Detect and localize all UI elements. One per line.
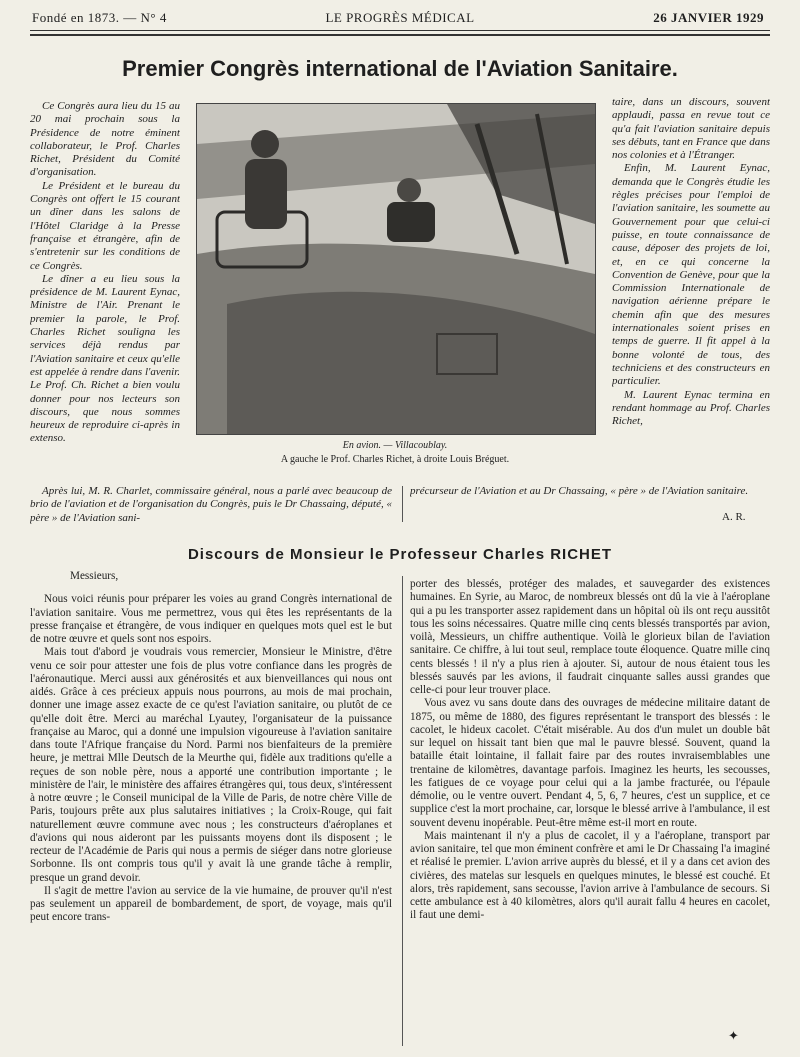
speech-paragraph: porter des blessés, protéger des malades, et sauvegarder des existences humaines. En Syrie, au Maroc, de nombreux blessés ont dû la vie à l'aéroplane qui a pu les transporter assez rapidement dans un hôpital où ils ont reçu aussitôt tous les soins nécessaires. Quatre mille cinq cents blessés transportés par avion, voilà, Messieurs, un chiffre authentique. Voilà le glorieux bilan de l'aviation sanitaire. Ce chiffre, à lui tout seul, remplace toute éloquence. Quatre mille cinq cents blessés ! il n'y a plus rien à ajouter. Si, autour de nous étaient tous les blessés sauvés par les avions, il faudrait cinquante salles aussi grandes que celle-ci pour leur trouver place. (410, 578, 770, 696)
header-rule-bottom (30, 34, 770, 36)
photo-caption-line1: En avion. — Villacoublay. (342, 440, 448, 451)
photo-airplane (196, 103, 596, 435)
speech-paragraph: Nous voici réunis pour préparer les voies au grand Congrès international de l'aviation sanitaire. Vous me permettrez, vous qui êtes les représentants de la presse française et étrangère, de vous indiquer en quelques mots quel est le but de notre œuvre et quels sont nos espoirs. (30, 593, 392, 645)
intro-right-paragraph: taire, dans un discours, souvent applaudi, passa en revue tout ce qu'a fait l'aviation sanitaire depuis ses débuts, tant en France que dans nos colonies et à l'Étranger. (612, 96, 770, 162)
intro-right-paragraph: Enfin, M. Laurent Eynac, demanda que le Congrès étudie les règles précises pour l'emploi de l'aviation sanitaire, les soumette au Gouvernement pour que celui-ci puisse, en toute connaissance de cause, déposer des projets de loi, et, en ce qui concerne la Convention de Genève, pour que la Commission Internationale de navigation aérienne prépare le chemin afin que des mesures internationales soient prises en temps de guerre. Il fit appel à la bonne volonté de tous, des techniciens et des constructeurs en particulier. (612, 162, 770, 388)
intro-left-column (30, 100, 180, 483)
intro-left-paragraph: Ce Congrès aura lieu du 15 au 20 mai prochain sous la Présidence de notre éminent collaborateur, le Prof. Charles Richet, Président du Comité d'organisation. (30, 100, 180, 179)
intro-right-paragraph: M. Laurent Eynac termina en rendant hommage au Prof. Charles Richet, (612, 388, 770, 428)
intro-bottom-left-text: Après lui, M. R. Charlet, commissaire général, nous a parlé avec beaucoup de brio de l'aviation et de l'organisation du Congrès, puis le Dr Chassaing, député, « père » de l'Aviation sani- (30, 485, 392, 524)
speech-paragraph: Il s'agit de mettre l'avion au service de la vie humaine, de prouver qu'il n'est pas seulement un appareil de bombardement, de sport, de voyage, mais qu'il peut encore trans- (30, 884, 392, 924)
signature: A. R. (722, 511, 746, 523)
header-founded: Fondé en 1873. — N° 4 (32, 10, 167, 25)
intro-left-paragraph: Le dîner a eu lieu sous la présidence de M. Laurent Eynac, Ministre de l'Air. Prenant le premier la parole, le Prof. Charles Richet souligna les services déjà rendus par l'Aviation sanitaire et ceux qu'elle est appelée à rendre dans l'avenir. Le Prof. Ch. Richet a bien voulu donner pour nos lecteurs son discours, que nous sommes heureux de reproduire ci-après in extenso. (30, 272, 180, 445)
intro-bottom-left (30, 485, 392, 527)
intro-right-column (612, 96, 770, 490)
speech-salutation: Messieurs, (70, 570, 119, 582)
column-divider-speech (402, 576, 403, 1046)
intro-bottom-right-text: précurseur de l'Aviation et au Dr Chassaing, « père » de l'Aviation sanitaire. (410, 485, 749, 497)
airplane-illustration (197, 104, 595, 434)
speech-left-column (30, 570, 392, 1048)
header-rule-top (30, 30, 770, 31)
speech-paragraph: Vous avez vu sans doute dans des ouvrages de médecine militaire datant de 1875, ou même de 1880, des figures représentant le transport des blessés : le cacolet, le hideux cacolet. C'était misérable. Au dos d'un mulet un double bât sur lequel on hissait tant bien que mal le pauvre blessé. Souvent, quand la bataille était lointaine, il fallait faire par des routes invraisemblables une trentaine de kilomètres, davantage parfois. Imaginez les heurts, les secousses, les fatigues de ce voyage pour celui qui a la jambe fracturée, ou l'épaule démolie, ou le ventre ouvert. Pendant 4, 5, 6, 7 heures, c'est un supplice, et ce supplice c'est la mort prochaine, car, lorsque le blessé arrive à l'ambulance, il est souvent devenu inopérable. Peut-être même est-il mort en route. (410, 697, 770, 829)
speech-paragraph: Mais maintenant il n'y a plus de cacolet, il y a l'aéroplane, transport par avion sanitaire, tel que mon éminent confrère et ami le Dr Chassaing l'a imaginé et réalisé le premier. L'avion arrive auprès du blessé, et il y a dans cet avion des civières, des matelas sur lesquels en quelques minutes, le blessé est couché. Et alors, très rapidement, sans secousse, l'avion arrive à l'ambulance de secours. Si cette ambulance est à 40 kilomètres, alors qu'il aurait fallu 4 heures en cacolet, il faut une demi- (410, 829, 770, 922)
intro-bottom-right (410, 485, 770, 515)
article-title: Premier Congrès international de l'Aviation Sanitaire. (122, 56, 678, 81)
speech-paragraph: Mais tout d'abord je voudrais vous remercier, Monsieur le Ministre, d'être venu ce soir pour attester une fois de plus votre confiance dans les progrès de l'aéronautique. Merci aussi aux générosités et aux bienveillances qui nous ont aidés. Grâce à ces précieux appuis nous pourrons, au mois de mai prochain, donner une image assez exacte de ce qu'est l'aviation sanitaire, ou plutôt de ce qu'elle doit être. Merci au maréchal Lyautey, l'organisateur de la puissance française au Maroc, qui a donné une impulsion vigoureuse à l'aviation sanitaire dans toute l'Afrique française du Nord. Parmi nos bienfaiteurs de la première heure, je mettrai Mlle Deutsch de la Meurthe qui, fidèle aux traditions qu'elle a reçues de son noble père, nous a apporté une contribution importante ; le ministère de l'air, le ministère des affaires étrangères qui, tous deux, s'intéressent à notre œuvre ; le Conseil municipal de la Ville de Paris, de notre chère Ville de Paris, toujours prête aux plus salutaires initiatives ; la Croix-Rouge, qui fait naturellement œuvre commune avec nous ; les constructeurs d'aéroplanes et d'avions qui nous aideront par les puissants moyens dont ils disposent ; le recteur de l'Académie de Paris qui nous a permis de siéger dans notre glorieuse Sorbonne. Ils ont compris tous qu'il y avait là une grande tâche à remplir, presque un grand devoir. (30, 646, 392, 884)
intro-left-paragraph: Le Président et le bureau du Congrès ont offert le 15 courant un dîner dans les salons de l'Hôtel Claridge à la Presse française et étrangère, afin de s'entretenir sur les conditions de ce Congrès. (30, 179, 180, 272)
header-date: 26 JANVIER 1929 (653, 10, 764, 25)
photo-caption-line2: A gauche le Prof. Charles Richet, à droite Louis Bréguet. (280, 454, 510, 465)
header-journal-name: LE PROGRÈS MÉDICAL (325, 10, 475, 25)
column-divider-intro (402, 486, 403, 522)
ornament-icon: ✦ (728, 1028, 739, 1043)
speech-title: Discours de Monsieur le Professeur Charles RICHET (187, 546, 613, 563)
speech-right-column (410, 578, 770, 1018)
